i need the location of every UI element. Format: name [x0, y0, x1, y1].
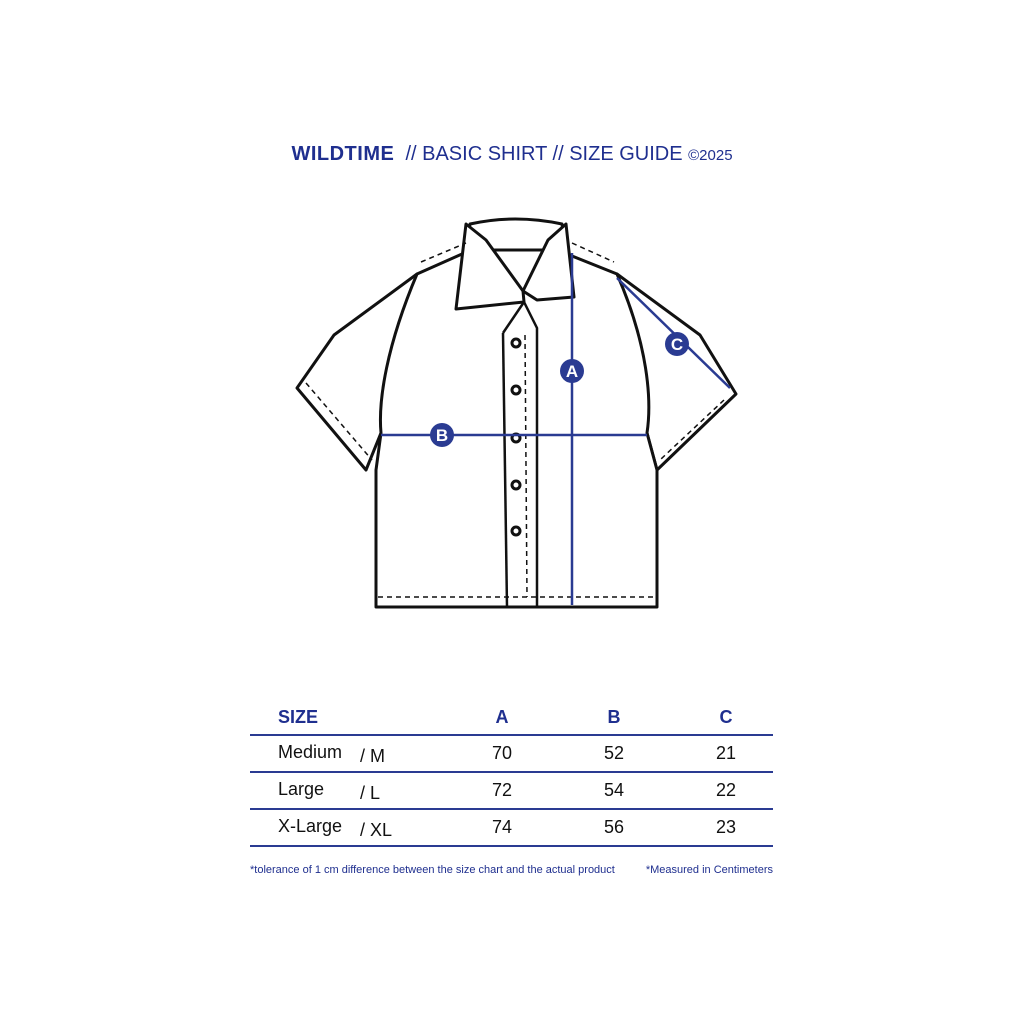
size-name: Medium: [278, 742, 343, 762]
brand-name: WILDTIME: [291, 143, 395, 165]
header-c: C: [719, 707, 733, 727]
marker-a-label: A: [565, 362, 579, 381]
header-a: A: [495, 707, 509, 727]
header-b: B: [607, 707, 621, 727]
size-abbr: / M: [360, 746, 385, 766]
table-row: [250, 736, 773, 773]
value-a: 70: [492, 743, 513, 763]
value-c: 23: [716, 817, 737, 837]
value-b: 56: [604, 817, 625, 837]
marker-b-label: B: [435, 426, 449, 445]
button-4: [512, 481, 520, 489]
size-name: Large: [278, 779, 325, 799]
header-size: SIZE: [278, 707, 319, 727]
title-rest: // BASIC SHIRT // SIZE GUIDE: [405, 143, 683, 165]
value-c: 21: [716, 743, 737, 763]
button-1: [512, 339, 520, 347]
table-row: [250, 773, 773, 810]
size-name: X-Large: [278, 816, 343, 836]
table-row: [250, 810, 773, 847]
size-table: [250, 700, 773, 847]
marker-c-label: C: [670, 335, 684, 354]
size-abbr: / XL: [360, 820, 393, 840]
value-b: 52: [604, 743, 625, 763]
value-a: 74: [492, 817, 513, 837]
value-b: 54: [604, 780, 625, 800]
button-2: [512, 386, 520, 394]
value-c: 22: [716, 780, 737, 800]
button-5: [512, 527, 520, 535]
size-abbr: / L: [360, 783, 381, 803]
value-a: 72: [492, 780, 513, 800]
title-year: ©2025: [688, 147, 733, 164]
tolerance-note: *tolerance of 1 cm difference between the size chart and the actual product: [250, 864, 615, 876]
table-header-row: [250, 700, 773, 736]
units-note: *Measured in Centimeters: [645, 864, 773, 876]
